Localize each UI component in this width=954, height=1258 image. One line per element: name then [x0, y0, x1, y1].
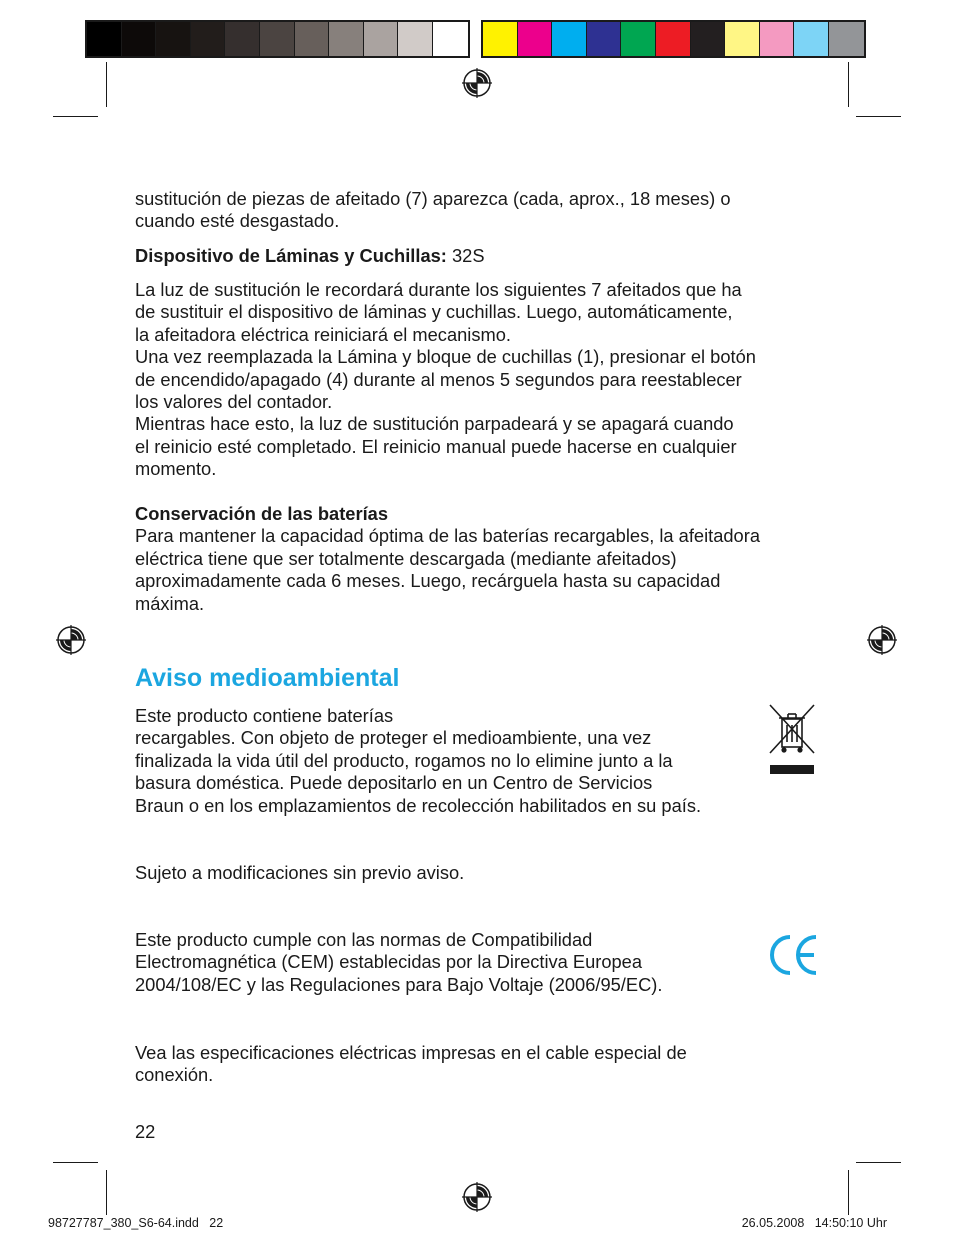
registration-mark-icon [462, 68, 492, 98]
registration-mark-icon [867, 625, 897, 655]
text-line: Electromagnética (CEM) establecidas por la Directiva Europea [135, 951, 643, 973]
text-line: momento. [135, 458, 217, 480]
color-swatch [621, 22, 656, 56]
intro-paragraph: sustitución de piezas de afeitado (7) aparezca (cada, aprox., 18 meses) o cuando esté desgastado. [135, 188, 731, 232]
text-line: de encendido/apagado (4) durante al menos 5 segundos para reestablecer [135, 368, 742, 390]
crop-mark [856, 116, 901, 117]
modifications-note: Sujeto a modificaciones sin previo aviso. [135, 862, 465, 883]
color-swatch [295, 22, 330, 56]
text-line: Mientras hace esto, la luz de sustitución parpadeará y se apagará cuando [135, 413, 734, 435]
text-line: eléctrica tiene que ser totalmente descargada (mediante afeitados) [135, 547, 677, 569]
text-line: de sustituir el dispositivo de láminas y cuchillas. Luego, automáticamente, [135, 301, 733, 323]
color-swatch [156, 22, 191, 56]
device-label: Dispositivo de Láminas y Cuchillas: [135, 245, 447, 266]
crop-mark [53, 116, 98, 117]
crop-mark [106, 1170, 107, 1215]
registration-mark-icon [56, 625, 86, 655]
color-swatch [552, 22, 587, 56]
color-swatch [483, 22, 518, 56]
color-swatch [87, 22, 122, 56]
color-swatch [725, 22, 760, 56]
text-line: Este producto contiene baterías [135, 705, 394, 726]
text-line: máxima. [135, 592, 205, 614]
text-line: Para mantener la capacidad óptima de las baterías recargables, la afeitadora [135, 525, 760, 547]
page-number: 22 [135, 1121, 156, 1142]
crossed-out-wheelie-bin-icon [766, 703, 818, 777]
text-line: Este producto cumple con las normas de Compatibilidad [135, 929, 593, 950]
color-swatch [794, 22, 829, 56]
environment-notice [135, 705, 775, 817]
color-swatch [656, 22, 691, 56]
text-line: 2004/108/EC y las Regulaciones para Bajo Voltaje (2006/95/EC). [135, 973, 663, 995]
crop-mark [106, 62, 107, 107]
crop-mark [848, 1170, 849, 1215]
color-swatch [122, 22, 157, 56]
text-line: conexión. [135, 1064, 214, 1086]
color-swatch [260, 22, 295, 56]
color-swatch [518, 22, 553, 56]
device-value: 32S [451, 245, 485, 266]
device-line [135, 245, 835, 267]
crop-mark [856, 1162, 901, 1163]
footer-timestamp: 26.05.2008 14:50:10 Uhr [741, 1216, 887, 1230]
text-line: Vea las especificaciones eléctricas impresas en el cable especial de [135, 1042, 687, 1063]
color-swatch [364, 22, 399, 56]
text-line: recargables. Con objeto de proteger el medioambiente, una vez [135, 727, 652, 749]
electrical-spec-note [135, 1042, 775, 1087]
crop-mark [848, 62, 849, 107]
crop-mark [53, 1162, 98, 1163]
footer-file-slug: 98727787_380_S6-64.indd 22 [48, 1216, 224, 1230]
color-swatch [691, 22, 726, 56]
process-color-bar [481, 20, 866, 58]
color-swatch [225, 22, 260, 56]
color-swatch [329, 22, 364, 56]
text-line: el reinicio esté completado. El reinicio manual puede hacerse en cualquier [135, 435, 737, 457]
registration-mark-icon [462, 1182, 492, 1212]
text-line: aproximadamente cada 6 meses. Luego, recárguela hasta su capacidad [135, 570, 721, 592]
battery-heading: Conservación de las baterías [135, 503, 389, 524]
color-swatch [587, 22, 622, 56]
color-swatch [829, 22, 864, 56]
reset-instructions [135, 279, 845, 481]
color-swatch [398, 22, 433, 56]
gray-color-bar [85, 20, 470, 58]
section-heading: Aviso medioambiental [135, 664, 400, 692]
battery-section [135, 503, 855, 615]
text-line: finalizada la vida útil del producto, rogamos no lo elimine junto a la [135, 749, 673, 771]
color-swatch [433, 22, 468, 56]
color-swatch [191, 22, 226, 56]
text-line: Braun o en los emplazamientos de recolección habilitados en su país. [135, 794, 702, 816]
emc-compliance [135, 929, 755, 996]
text-line: basura doméstica. Puede depositarlo en un Centro de Servicios [135, 772, 653, 794]
text-line: La luz de sustitución le recordará durante los siguientes 7 afeitados que ha [135, 279, 742, 300]
ce-mark-icon [768, 933, 820, 977]
color-swatch [760, 22, 795, 56]
text-line: Una vez reemplazada la Lámina y bloque de cuchillas (1), presionar el botón [135, 346, 756, 368]
text-line: la afeitadora eléctrica reiniciará el mecanismo. [135, 323, 511, 345]
text-line: los valores del contador. [135, 391, 333, 413]
